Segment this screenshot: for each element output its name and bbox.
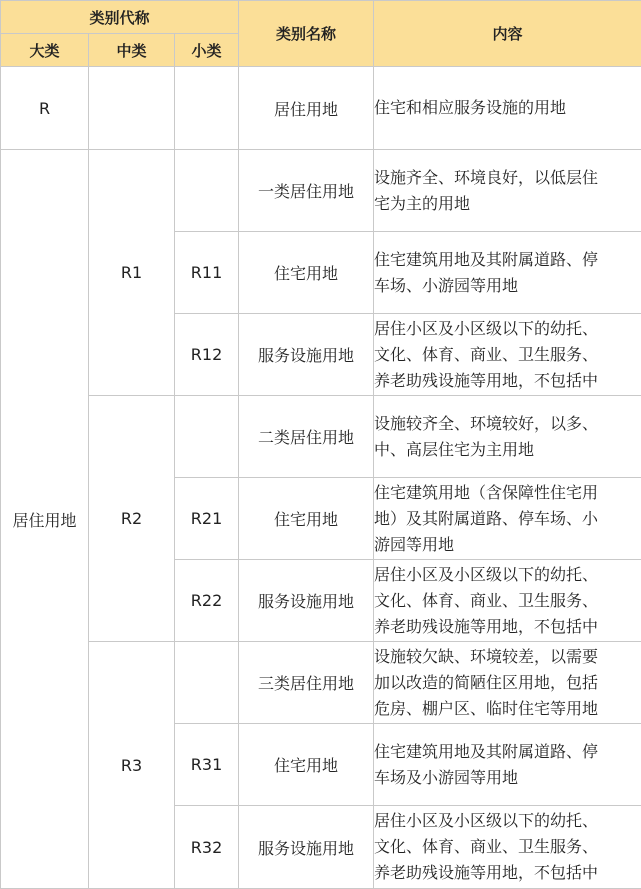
category-name-cell: 住宅用地 (239, 724, 374, 806)
content-cell (374, 642, 641, 724)
table-row (1, 642, 641, 724)
content-cell (374, 724, 641, 806)
table-row (1, 67, 641, 150)
content-line: 设施齐全、环境良好，以低层住 (374, 167, 599, 187)
minor-code-cell: R22 (175, 560, 239, 642)
header-major: 大类 (1, 34, 89, 67)
content-line: 文化、体育、商业、卫生服务、 (374, 590, 599, 610)
category-name-cell: 居住用地 (239, 67, 374, 150)
content-line: 文化、体育、商业、卫生服务、 (374, 837, 599, 856)
minor-code-cell (175, 396, 239, 478)
header-name: 类别名称 (239, 1, 374, 67)
medium-code-cell (89, 67, 175, 150)
content-line: 文化、体育、商业、卫生服务、 (374, 344, 599, 364)
table-row (1, 150, 641, 232)
content-line: 居住小区及小区级以下的幼托、 (374, 318, 599, 338)
category-name-cell: 一类居住用地 (239, 150, 374, 232)
minor-code-cell: R31 (175, 724, 239, 806)
content-cell (374, 478, 641, 560)
table-row (1, 396, 641, 478)
content-line: 居住小区及小区级以下的幼托、 (374, 564, 599, 584)
content-line: 设施较欠缺、环境较差，以需要 (374, 646, 599, 666)
minor-code-cell (175, 642, 239, 724)
content-cell (374, 806, 641, 889)
minor-code-cell (175, 67, 239, 150)
medium-code-cell: R2 (89, 396, 175, 642)
minor-code-cell: R12 (175, 314, 239, 396)
content-cell (374, 150, 641, 232)
category-name-cell: 住宅用地 (239, 478, 374, 560)
content-line: 养老助残设施等用地，不包括中 (374, 863, 599, 882)
content-line: 住宅建筑用地（含保障性住宅用 (374, 482, 599, 502)
category-name-cell: 服务设施用地 (239, 314, 374, 396)
minor-code-cell: R21 (175, 478, 239, 560)
content-line: 中、高层住宅为主用地 (374, 439, 535, 459)
content-line: 设施较齐全、环境较好，以多、 (374, 413, 599, 433)
category-name-cell: 服务设施用地 (239, 806, 374, 889)
content-line: 养老助残设施等用地，不包括中 (374, 616, 599, 636)
content-line: 车场及小游园等用地 (374, 767, 519, 787)
content-cell (374, 396, 641, 478)
content-line: 宅为主的用地 (374, 193, 471, 213)
header-minor: 小类 (175, 34, 239, 67)
content-cell (374, 67, 641, 150)
major-category-cell: 居住用地 (1, 150, 89, 889)
category-name-cell: 二类居住用地 (239, 396, 374, 478)
content-cell (374, 560, 641, 642)
content-line: 游园等用地 (374, 534, 455, 554)
content-line: 住宅建筑用地及其附属道路、停 (374, 249, 599, 269)
header-row-top (1, 1, 641, 34)
header-code-group: 类别代称 (1, 1, 239, 34)
header-medium: 中类 (89, 34, 175, 67)
major-code-cell: R (1, 67, 89, 150)
header-content: 内容 (374, 1, 641, 67)
category-name-cell: 服务设施用地 (239, 560, 374, 642)
content-cell (374, 314, 641, 396)
category-name-cell: 住宅用地 (239, 232, 374, 314)
minor-code-cell (175, 150, 239, 232)
medium-code-cell: R1 (89, 150, 175, 396)
content-line: 住宅和相应服务设施的用地 (374, 98, 567, 117)
minor-code-cell: R11 (175, 232, 239, 314)
content-line: 居住小区及小区级以下的幼托、 (374, 811, 599, 830)
category-name-cell: 三类居住用地 (239, 642, 374, 724)
content-line: 地）及其附属道路、停车场、小 (374, 508, 599, 528)
medium-code-cell: R3 (89, 642, 175, 889)
content-line: 车场、小游园等用地 (374, 275, 519, 295)
content-line: 养老助残设施等用地，不包括中 (374, 370, 599, 390)
content-line: 住宅建筑用地及其附属道路、停 (374, 741, 599, 761)
minor-code-cell: R32 (175, 806, 239, 889)
content-cell (374, 232, 641, 314)
content-line: 危房、棚户区、临时住宅等用地 (374, 698, 599, 718)
content-line: 加以改造的简陋住区用地，包括 (374, 672, 599, 692)
